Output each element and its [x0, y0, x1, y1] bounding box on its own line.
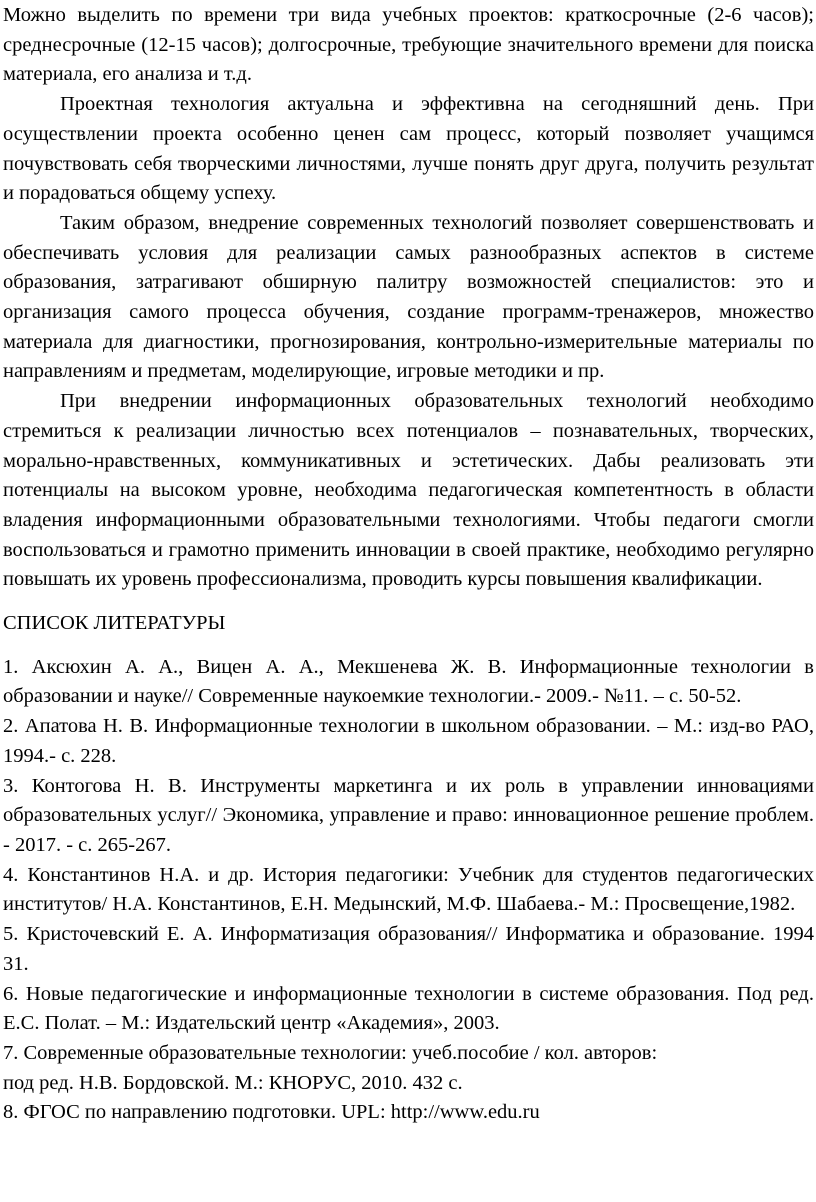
paragraph-project-types: Можно выделить по времени три вида учебных проектов: краткосрочные (2-6 часов); среднесрочные (12-15 часов); долгосрочные, требующие значительного времени для поиска материала, его анализа и т.д.: [3, 4, 814, 86]
references-list: [3, 653, 814, 1128]
paragraph-project-technology: Проектная технология актуальна и эффективна на сегодняшний день. При осуществлении проекта особенно ценен сам процесс, который позволяет учащимся почувствовать себя творческими личностями, лучше понять друг друга, получить результат и порадоваться общему успеху.: [3, 93, 814, 205]
reference-item: 2. Апатова Н. В. Информационные технологии в школьном образовании. – М.: изд-во РАО, 1994.- с. 228.: [3, 715, 814, 767]
reference-item-continuation: под ред. Н.В. Бордовской. М.: КНОРУС, 2010. 432 с.: [3, 1071, 463, 1094]
reference-item: 1. Аксюхин А. А., Вицен А. А., Мекшенева Ж. В. Информационные технологии в образовании и науке// Современные наукоемкие технологии.- 2009.- №11. – с. 50-52.: [3, 655, 814, 708]
paragraph-information-technologies: При внедрении информационных образовательных технологий необходимо стремиться к реализации личностью всех потенциалов – познавательных, творческих, морально-нравственных, коммуникативных и эстетических. Дабы реализовать эти потенциалы на высоком уровне, необходима педагогическая компетентность в области владения информационными образовательными технологиями. Чтобы педагоги смогли воспользоваться и грамотно применить инновации в своей практике, необходимо регулярно повышать их уровень профессионализма, проводить курсы повышения квалификации.: [3, 390, 814, 591]
document-page: [3, 1, 814, 1128]
reference-item: 5. Кристочевский Е. А. Информатизация образования// Информатика и образование. 1994 31.: [3, 923, 814, 975]
reference-item: 4. Константинов Н.А. и др. История педагогики: Учебник для студентов педагогических институтов/ Н.А. Константинов, Е.Н. Медынский, М.Ф. Шабаева.- М.: Просвещение,1982.: [3, 863, 814, 916]
reference-item: 7. Современные образовательные технологии: учеб.пособие / кол. авторов:: [3, 1041, 658, 1064]
references-heading: СПИСОК ЛИТЕРАТУРЫ: [3, 612, 226, 635]
reference-item: 6. Новые педагогические и информационные технологии в системе образования. Под ред. Е.С. Полат. – М.: Издательский центр «Академия», 2003.: [3, 982, 814, 1035]
paragraph-modern-technologies: Таким образом, внедрение современных технологий позволяет совершенствовать и обеспечивать условия для реализации самых разнообразных аспектов в системе образования, затрагивают обширную палитру возможностей специалистов: это и организация самого процесса обучения, создание программ-тренажеров, множество материала для диагностики, прогнозирования, контрольно-измерительные материалы по направлениям и предметам, моделирующие, игровые методики и пр.: [3, 211, 814, 383]
reference-item: 8. ФГОС по направлению подготовки. UPL: http://www.edu.ru: [3, 1101, 540, 1124]
reference-item: 3. Контогова Н. В. Инструменты маркетинга и их роль в управлении инновациями образовательных услуг// Экономика, управление и право: инновационное решение проблем. - 2017. - с. 265-267.: [3, 774, 814, 856]
